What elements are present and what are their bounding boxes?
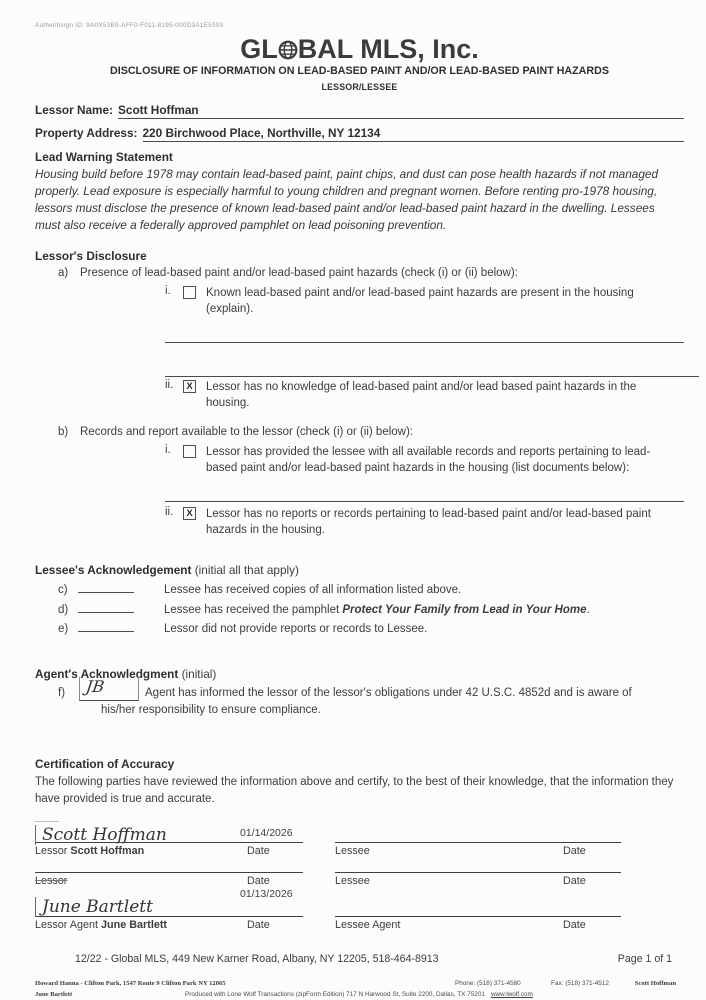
footer <box>35 953 684 965</box>
lessor-signature-column <box>35 820 303 933</box>
lessor-name: Scott Hoffman <box>70 845 145 858</box>
item-c-letter: c) <box>58 584 68 597</box>
agent-ack-heading-text: Agent's Acknowledgment <box>35 667 179 682</box>
disclosure-item-b-i <box>35 444 684 477</box>
footer-fine-print <box>35 980 684 1000</box>
lessee-signature-line[interactable] <box>335 842 621 843</box>
item-a-ii-text: Lessor has no knowledge of lead-based paint and/or lead based paint hazards in the housing. <box>206 380 637 410</box>
item-f-letter: f) <box>58 687 66 700</box>
lessor-agent-signature-date: 01/13/2026 <box>240 888 293 901</box>
lessor-disclosure-heading: Lessor's Disclosure <box>35 248 147 263</box>
lessee-agent-signature-row <box>335 889 621 933</box>
lessor-name-row <box>35 103 684 119</box>
lessee2-signature-labels <box>335 875 621 889</box>
disclosure-item-a-ii <box>35 379 684 412</box>
lessee-signature-labels <box>335 845 621 859</box>
lessee2-signature-area[interactable] <box>335 864 621 872</box>
produced-with-note <box>185 991 533 998</box>
explain-writein-line-1[interactable] <box>165 326 684 343</box>
item-d-text-pre: Lessee has received the pamphlet <box>164 603 343 616</box>
document-subtitle: LESSOR/LESSEE <box>321 82 398 92</box>
property-address-value: 220 Birchwood Place, Northville, NY 12134 <box>142 126 381 140</box>
item-d-letter: d) <box>58 603 69 616</box>
date-label: Date <box>563 845 586 858</box>
lessee-agent-signature-line[interactable] <box>335 916 621 917</box>
disclosure-item-a <box>35 267 684 279</box>
lessor-agent-signature-labels <box>35 919 303 933</box>
date-label: Date <box>247 845 270 858</box>
lessee2-signature-line[interactable] <box>335 872 621 873</box>
initial-line-e[interactable] <box>78 620 134 632</box>
agent-initials: JB <box>84 677 106 697</box>
lessor2-signature-line[interactable] <box>35 872 303 873</box>
global-mls-logo <box>35 35 684 63</box>
agent-ack-item-f <box>35 677 684 721</box>
item-b-i-numeral: i. <box>165 443 171 456</box>
certification-body: The following parties have reviewed the information above and certify, to the best of their knowledge, that the information they have provided is true and accurate. <box>35 776 674 806</box>
lessee-agent-signature-labels <box>335 919 621 933</box>
lead-warning-heading: Lead Warning Statement <box>35 150 173 164</box>
disclosure-item-b <box>35 426 684 438</box>
lessee-ack-item-e <box>35 620 684 635</box>
logo-text-pre: GL <box>240 34 278 64</box>
pamphlet-title: Protect Your Family from Lead in Your Home <box>342 603 587 616</box>
brokerage-agent: June Bartlett <box>35 991 73 999</box>
lessee-signature-row <box>335 820 621 859</box>
lessee2-signature-row <box>335 864 621 889</box>
lessor-signature-labels <box>35 845 303 859</box>
initial-line-f[interactable] <box>79 677 139 701</box>
item-b-letter: b) <box>58 425 69 438</box>
footer-form-info: 12/22 - Global MLS, 449 New Karner Road, Albany, NY 12205, 518-464-8913 <box>75 953 439 966</box>
disclosure-item-a-i <box>35 285 684 318</box>
lessor-name-field[interactable] <box>118 103 684 119</box>
checkbox-a-i[interactable] <box>183 286 196 299</box>
lessor-name-value: Scott Hoffman <box>118 103 199 117</box>
lead-warning-body: Housing build before 1978 may contain lead-based paint, paint chips, and dust can pose health hazards if not managed properly. Lead exposure is especially harmful to young children and pregnant women. Before renting pro-1978 housing, lessors must disclose the presence of known lead-based paint and/or lead-based paint hazard in the dwelling. Lessees must also receive a federally approved pamphlet on lead poisoning prevention. <box>35 167 659 232</box>
produced-with-text: Produced with Lone Wolf Transactions (zipForm Edition) 717 N Harwood St, Suite 2200, Dallas, TX 75201 <box>185 991 485 999</box>
lessee-ack-item-d <box>35 601 684 616</box>
item-a-text: Presence of lead-based paint and/or lead-based paint hazards (check (i) or (ii) below): <box>80 266 518 279</box>
property-address-label: Property Address: <box>35 126 138 140</box>
agent-ack-heading-note: (initial) <box>181 667 217 682</box>
lwolf-link[interactable]: www.lwolf.com <box>490 991 533 999</box>
lessee-ack-heading-note: (initial all that apply) <box>194 562 299 577</box>
initial-line-d[interactable] <box>78 601 134 613</box>
documents-writein-line[interactable] <box>165 485 684 502</box>
lessee-agent-role-label: Lessee Agent <box>335 919 401 932</box>
brokerage-phone: Phone: (518) 371-4580 <box>455 980 521 988</box>
lessor-agent-signature-area[interactable] <box>35 889 303 916</box>
page-number: Page 1 of 1 <box>617 953 672 966</box>
lessee-agent-signature-area[interactable] <box>335 889 621 916</box>
lessor2-signature-area[interactable] <box>35 864 303 872</box>
checkbox-b-ii[interactable]: X <box>183 507 196 520</box>
item-a-ii-numeral: ii. <box>165 378 174 391</box>
item-b-i-text: Lessor has provided the lessee with all available records and reports pertaining to lead-based paint and/or lead-based paint hazards in the housing (list documents below): <box>206 445 651 475</box>
disclosure-item-b-ii <box>35 506 684 539</box>
prepared-for-name: Scott Hoffman <box>634 980 676 988</box>
item-d-text-post: . <box>586 603 590 616</box>
item-e-letter: e) <box>58 623 69 636</box>
lessee-ack-item-c <box>35 581 684 596</box>
lessor-signature-area[interactable] <box>35 820 303 846</box>
item-a-i-text: Known lead-based paint and/or lead-based paint hazards are present in the housing (explain). <box>206 286 634 316</box>
date-label: Date <box>247 919 270 932</box>
item-b-text: Records and report available to the lessor (check (i) or (ii) below): <box>80 425 413 438</box>
property-address-field[interactable] <box>143 126 685 142</box>
explain-writein-line-2[interactable] <box>165 360 699 377</box>
item-e-text: Lessor did not provide reports or records to Lessee. <box>164 623 428 636</box>
item-c-text: Lessee has received copies of all information listed above. <box>164 584 462 597</box>
lessor-agent-name: June Bartlett <box>101 919 168 932</box>
lessee2-role-label: Lessee <box>335 875 370 888</box>
lessor-name-label: Lessor Name: <box>35 103 114 117</box>
date-label: Date <box>563 875 586 888</box>
lessee-role-label: Lessee <box>335 845 370 858</box>
item-b-ii-text: Lessor has no reports or records pertaining to lead-based paint and/or lead-based paint hazards in the housing. <box>206 507 651 537</box>
signature-section <box>35 820 684 933</box>
lessor-agent-signature: June Bartlett <box>35 897 153 917</box>
lessor-agent-signature-row <box>35 889 303 933</box>
brokerage-fax: Fax: (518) 371-4512 <box>551 980 609 988</box>
brokerage-office: Howard Hanna - Clifton Park, 1547 Route 9 Clifton Park NY 12065 <box>35 980 226 988</box>
item-a-i-numeral: i. <box>165 284 171 297</box>
lessee-signature-area[interactable] <box>335 820 621 842</box>
item-d-text <box>164 604 590 616</box>
lessor-role-label: Lessor <box>35 845 68 858</box>
checkbox-b-i[interactable] <box>183 445 196 458</box>
initial-line-c[interactable] <box>78 581 134 593</box>
lessee-ack-heading <box>35 563 684 577</box>
lessee-signature-column <box>335 820 621 933</box>
date-label: Date <box>563 919 586 932</box>
lessor2-signature-row <box>35 864 303 889</box>
lessor2-signature-labels <box>35 875 303 889</box>
property-address-row <box>35 126 684 142</box>
item-f-text: Agent has informed the lessor of the lessor's obligations under 42 U.S.C. 4852d and is aware of his/her responsibility to ensure compliance. <box>101 687 632 717</box>
lessor2-role-label: Lessor <box>35 875 68 888</box>
item-a-letter: a) <box>58 266 69 279</box>
lessor-signature-row <box>35 820 303 859</box>
lessee-ack-heading-text: Lessee's Acknowledgement <box>35 562 192 577</box>
lessor-signature: Scott Hoffman <box>35 825 167 845</box>
certification-heading: Certification of Accuracy <box>35 757 175 772</box>
item-b-ii-numeral: ii. <box>165 505 174 518</box>
checkbox-a-ii[interactable]: X <box>183 380 196 393</box>
globe-icon <box>278 37 298 57</box>
document-title: DISCLOSURE OF INFORMATION ON LEAD-BASED PAINT AND/OR LEAD-BASED PAINT HAZARDS <box>110 65 609 77</box>
date-label: Date <box>247 875 270 888</box>
lessor-agent-role-label: Lessor Agent <box>35 919 99 932</box>
logo-text-post: BAL MLS, Inc. <box>297 34 479 64</box>
authentisign-id: Authentisign ID: 9A0X53B9-AFF0-F011-8195-000D3A1E5303 <box>35 22 224 29</box>
lessor-signature-date: 01/14/2026 <box>240 827 293 840</box>
